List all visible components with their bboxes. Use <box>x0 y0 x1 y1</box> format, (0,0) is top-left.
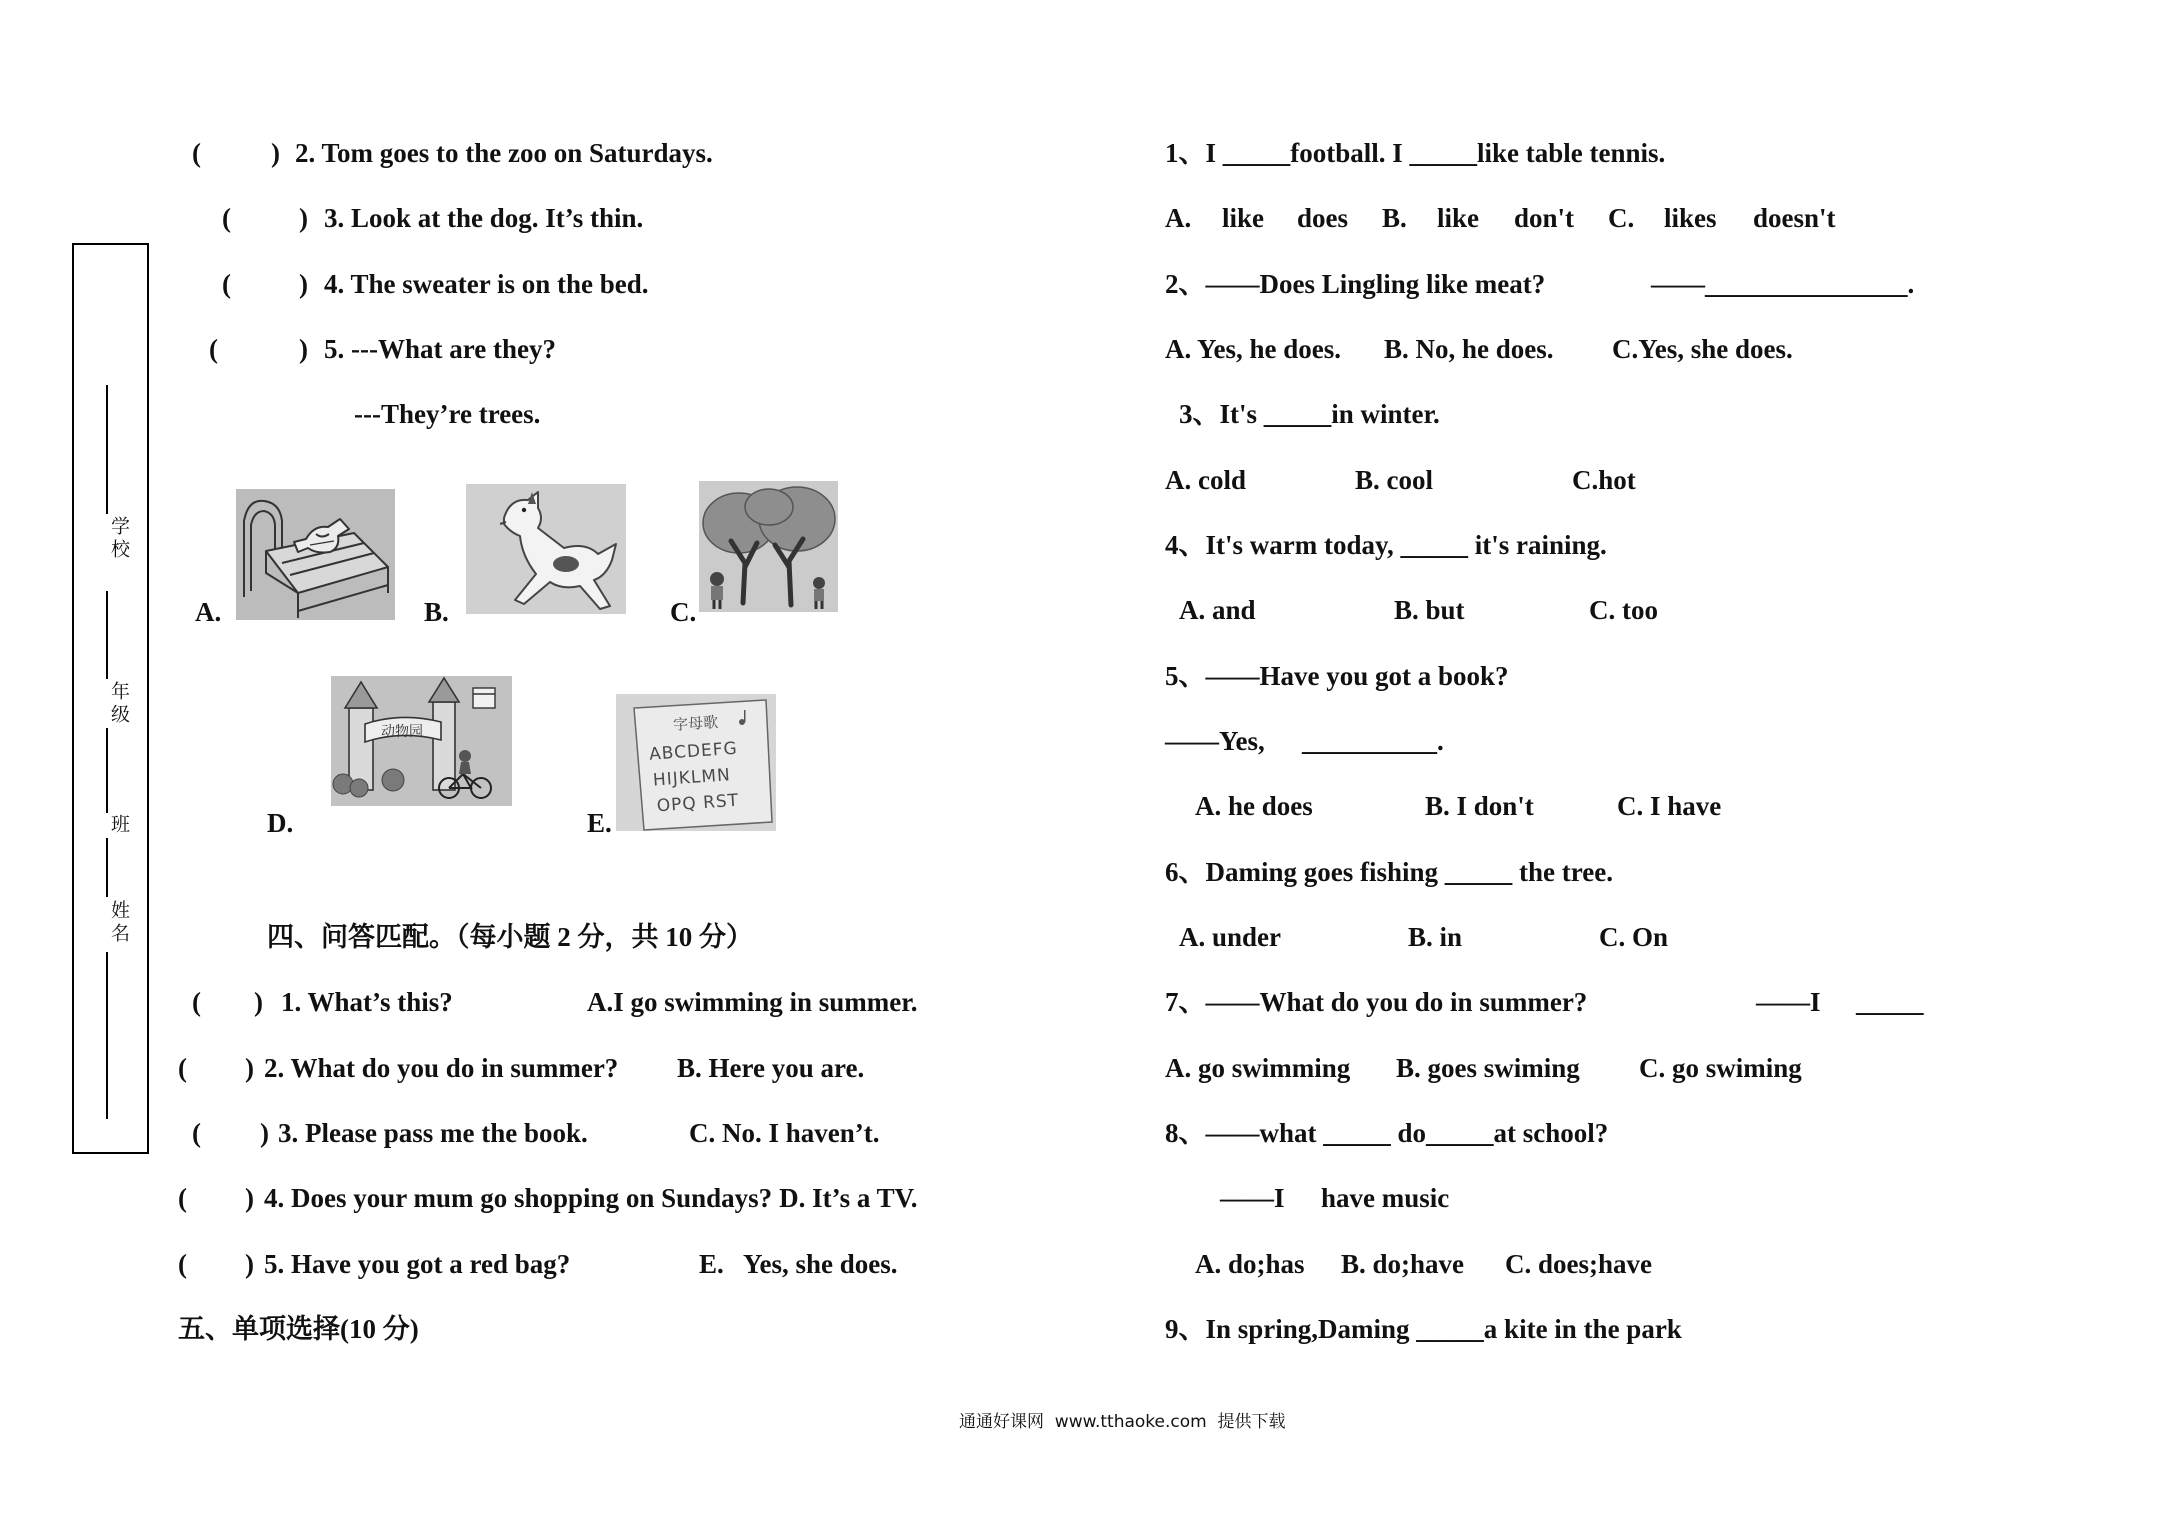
class-blank-line <box>106 728 108 813</box>
mc-question-stem: 7、——What do you do in summer? <box>1165 987 1588 1017</box>
match-answer: C. No. I haven’t. <box>689 1118 880 1148</box>
look-item: 5. ---What are they? <box>324 334 556 364</box>
answer-bracket-open: ( <box>209 334 218 364</box>
mc-question-stem: 1、I _____football. I _____like table tennis. <box>1165 138 1666 168</box>
picture-label-c: C. <box>670 597 697 627</box>
gate-tower-left <box>349 708 373 790</box>
mc-question-stem: 4、It's warm today, _____ it's raining. <box>1165 530 1607 560</box>
match-question: 4. Does your mum go shopping on Sundays? <box>264 1183 773 1213</box>
calendar-icon <box>473 688 495 708</box>
dog-spot <box>553 556 579 572</box>
mc-reply: ——I <box>1220 1183 1285 1213</box>
answer-bracket-close: ) <box>260 1118 269 1148</box>
section5-title: 五、单项选择(10 分) <box>178 1314 419 1344</box>
picture-label-d: D. <box>267 808 294 838</box>
mc-option-word: does <box>1297 203 1349 233</box>
look-item: 2. Tom goes to the zoo on Saturdays. <box>295 138 713 168</box>
mc-option: C. does;have <box>1505 1249 1652 1279</box>
mc-question-stem: 8、——what _____ do_____at school? <box>1165 1118 1609 1148</box>
mc-option: B. in <box>1408 922 1463 952</box>
mc-option-letter: B. <box>1382 203 1407 233</box>
class-label: 班 <box>108 814 130 837</box>
answer-bracket-close: ) <box>245 1183 254 1213</box>
mc-option: B. No, he does. <box>1384 334 1554 364</box>
match-answer: E. Yes, she does. <box>699 1249 898 1279</box>
look-item: 4. The sweater is on the bed. <box>324 269 649 299</box>
answer-bracket-open: ( <box>178 1053 187 1083</box>
mc-option-letter: C. <box>1608 203 1635 233</box>
mc-reply: ——Yes, <box>1165 726 1265 756</box>
mc-option: A. he does <box>1195 791 1313 821</box>
trees-and-children-picture <box>699 481 838 612</box>
mc-option-word: doesn't <box>1753 203 1836 233</box>
picture-label-e: E. <box>587 808 612 838</box>
answer-bracket-close: ) <box>299 203 308 233</box>
page-footer: 通通好课网 www.tthaoke.com 提供下载 <box>959 1412 1286 1432</box>
zoo-sign-text: 动物园 <box>381 724 423 740</box>
match-answer: B. Here you are. <box>677 1053 865 1083</box>
mc-option: C.hot <box>1572 465 1636 495</box>
mc-option: C. go swiming <box>1639 1053 1802 1083</box>
mc-option-word: likes <box>1664 203 1717 233</box>
match-answer: D. It’s a TV. <box>779 1183 918 1213</box>
mc-question-stem: 5、——Have you got a book? <box>1165 661 1509 691</box>
mc-reply-blank: __________. <box>1302 726 1444 756</box>
mc-option: C.Yes, she does. <box>1612 334 1793 364</box>
answer-bracket-open: ( <box>192 987 201 1017</box>
mc-reply-blank: _____ <box>1856 987 1924 1017</box>
thin-dog-picture <box>466 484 626 614</box>
gate-tower-right <box>433 702 455 790</box>
mc-option: A. and <box>1179 595 1256 625</box>
mc-option: B. but <box>1394 595 1465 625</box>
answer-bracket-close: ) <box>271 138 280 168</box>
answer-bracket-open: ( <box>192 138 201 168</box>
mc-option: C. too <box>1589 595 1658 625</box>
match-answer: A.I go swimming in summer. <box>587 987 918 1017</box>
bed-with-sweater-picture <box>236 489 395 620</box>
answer-bracket-open: ( <box>222 203 231 233</box>
name-label: 姓名 <box>108 900 130 946</box>
answer-bracket-close: ) <box>299 269 308 299</box>
mc-option-word: don't <box>1514 203 1575 233</box>
answer-bracket-open: ( <box>178 1249 187 1279</box>
mc-option: A. do;has <box>1195 1249 1305 1279</box>
answer-bracket-open: ( <box>178 1183 187 1213</box>
grade-blank-line <box>106 591 108 679</box>
answer-bracket-close: ) <box>254 987 263 1017</box>
grade-label: 年级 <box>108 681 130 727</box>
mc-option-word: like <box>1437 203 1480 233</box>
answer-bracket-close: ) <box>245 1249 254 1279</box>
match-row <box>264 1180 917 1216</box>
mc-question-stem: 9、In spring,Daming _____a kite in the park <box>1165 1314 1682 1344</box>
mc-option: C. On <box>1599 922 1669 952</box>
answer-bracket-open: ( <box>192 1118 201 1148</box>
name-blank-line <box>106 952 108 1119</box>
song-line: OPQ RST <box>656 790 740 817</box>
dog-eye <box>522 508 526 512</box>
mc-option: A. cold <box>1165 465 1246 495</box>
mc-option: A. go swimming <box>1165 1053 1351 1083</box>
class-after-line <box>106 838 108 897</box>
song-line: HIJKLMN <box>652 765 732 791</box>
school-label: 学校 <box>108 516 130 562</box>
mc-option: B. cool <box>1355 465 1433 495</box>
song-title: 字母歌 <box>672 712 719 735</box>
song-line: ABCDEFG <box>648 738 739 765</box>
alphabet-song-picture <box>616 694 776 831</box>
answer-bracket-open: ( <box>222 269 231 299</box>
match-question: 2. What do you do in summer? <box>264 1053 619 1083</box>
mc-option: B. I don't <box>1425 791 1534 821</box>
mc-reply: ——I <box>1756 987 1821 1017</box>
section4-title: 四、问答匹配。（每小题 2 分，共 10 分） <box>267 922 753 952</box>
answer-bracket-close: ) <box>299 334 308 364</box>
mc-option-letter: A. <box>1165 203 1192 233</box>
look-item: 3. Look at the dog. It’s thin. <box>324 203 644 233</box>
mc-question-stem: 2、——Does Lingling like meat? <box>1165 269 1546 299</box>
answer-bracket-close: ) <box>245 1053 254 1083</box>
school-blank-line <box>106 385 108 514</box>
match-question: 3. Please pass me the book. <box>278 1118 588 1148</box>
picture-label-a: A. <box>195 597 222 627</box>
look-item-answer-line: ---They’re trees. <box>354 399 541 429</box>
mc-option: A. Yes, he does. <box>1165 334 1342 364</box>
match-question: 1. What’s this? <box>281 987 453 1017</box>
mc-reply-blank: ——_______________. <box>1651 269 1915 299</box>
mc-question-stem: 3、It's _____in winter. <box>1179 399 1440 429</box>
mc-option: B. goes swiming <box>1396 1053 1580 1083</box>
mc-option-word: like <box>1222 203 1265 233</box>
zoo-gate-picture <box>331 676 512 806</box>
picture-label-b: B. <box>424 597 449 627</box>
mc-question-stem: 6、Daming goes fishing _____ the tree. <box>1165 857 1613 887</box>
mc-reply: have music <box>1321 1183 1450 1213</box>
match-question: 5. Have you got a red bag? <box>264 1249 571 1279</box>
mc-option: C. I have <box>1617 791 1722 821</box>
mc-option: B. do;have <box>1341 1249 1465 1279</box>
mc-option: A. under <box>1179 922 1282 952</box>
